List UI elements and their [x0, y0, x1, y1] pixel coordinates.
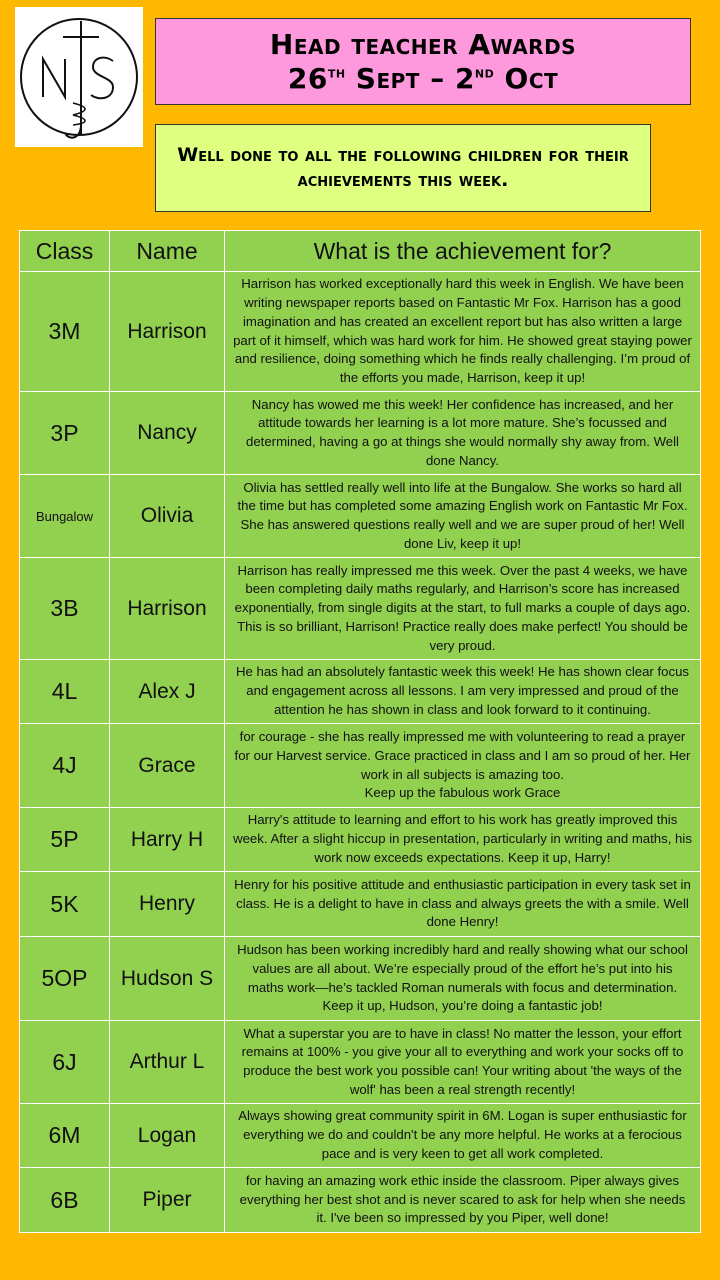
name-cell: Harry H	[110, 808, 225, 872]
name-cell: Henry	[110, 872, 225, 937]
class-cell: 6M	[20, 1104, 110, 1168]
achievement-cell: Harrison has really impressed me this week. Over the past 4 weeks, we have been completing daily maths regularly, and Harrison’s score has increased exponentially, from single digits at the start, to full marks a couple of days ago. This is so brilliant, Harrison! Practice really does make perfect! You should be very proud.	[225, 558, 701, 660]
name-cell: Piper	[110, 1168, 225, 1233]
name-cell: Nancy	[110, 392, 225, 475]
achievement-cell: Nancy has wowed me this week! Her confidence has increased, and her attitude towards her learning is a lot more mature. She’s focussed and determined, having a go at things she would normally shy away from. Well done Nancy.	[225, 392, 701, 475]
class-cell: 4L	[20, 660, 110, 724]
table-header-row	[20, 231, 701, 272]
achievement-cell	[225, 724, 701, 808]
name-cell: Logan	[110, 1104, 225, 1168]
class-cell: 4J	[20, 724, 110, 808]
table-row	[20, 808, 701, 872]
name-cell: Alex J	[110, 660, 225, 724]
congrats-message: Well done to all the following children for their achievements this week.	[155, 124, 651, 212]
name-cell: Olivia	[110, 475, 225, 558]
school-logo	[15, 7, 143, 147]
class-cell: Bungalow	[20, 475, 110, 558]
class-cell: 5P	[20, 808, 110, 872]
date-start-suffix: th	[327, 63, 346, 82]
table-row	[20, 558, 701, 660]
awards-table	[19, 230, 701, 1233]
table-row	[20, 724, 701, 808]
name-cell: Grace	[110, 724, 225, 808]
column-header-name: Name	[110, 231, 225, 272]
class-cell: 3M	[20, 272, 110, 392]
achievement-cell: Hudson has been working incredibly hard and really showing what our school values are all about. We’re especially proud of the effort he’s put into his maths work—he’s tackled Roman numerals with focus and determination. Keep it up, Hudson, you’re doing a fantastic job!	[225, 937, 701, 1021]
date-separator: –	[430, 61, 445, 95]
achievement-cell: Harry's attitude to learning and effort to his work has greatly improved this week. After a slight hiccup in presentation, particularly in writing and maths, his work now exceeds expectations. Keep it up, Harry!	[225, 808, 701, 872]
achievement-extra-text: Keep up the fabulous work Grace	[364, 785, 561, 801]
title-banner	[155, 18, 691, 105]
name-cell: Hudson S	[110, 937, 225, 1021]
achievement-cell: Henry for his positive attitude and enthusiastic participation in every task set in class. He is a delight to have in class and always greets the with a smile. Well done Henry!	[225, 872, 701, 937]
class-cell: 6B	[20, 1168, 110, 1233]
achievement-cell: for having an amazing work ethic inside the classroom. Piper always gives everything her best shot and is never scared to ask for help when she needs it. I've been so impressed by you Piper, well done!	[225, 1168, 701, 1233]
column-header-class: Class	[20, 231, 110, 272]
table-row	[20, 660, 701, 724]
achievement-cell: He has had an absolutely fantastic week this week! He has shown clear focus and engagement across all lessons. I am very impressed and proud of the attention he has shown in class and look forward to it continuing.	[225, 660, 701, 724]
date-range	[288, 62, 558, 96]
column-header-achievement: What is the achievement for?	[225, 231, 701, 272]
page-title: Head teacher Awards	[269, 27, 577, 61]
achievement-text: for courage - she has really impressed me with volunteering to read a prayer for our Harvest service. Grace practiced in class and I am so proud of her. Her work in all subjects is amazing too.	[234, 729, 691, 782]
class-cell: 3P	[20, 392, 110, 475]
class-cell: 3B	[20, 558, 110, 660]
table-row	[20, 1168, 701, 1233]
date-end-day: 2	[454, 61, 475, 95]
date-start-day: 26	[287, 61, 328, 95]
table-row	[20, 937, 701, 1021]
achievement-cell: Olivia has settled really well into life at the Bungalow. She works so hard all the time but has completed some amazing English work on Fantastic Mr Fox. She has answered questions really well and we are super proud of her! Well done Liv, keep it up!	[225, 475, 701, 558]
class-cell: 6J	[20, 1021, 110, 1104]
date-end-month: Oct	[504, 61, 559, 95]
table-row	[20, 272, 701, 392]
date-end-suffix: nd	[474, 63, 495, 82]
table-row	[20, 1104, 701, 1168]
achievement-cell: Always showing great community spirit in 6M. Logan is super enthusiastic for everything we do and couldn't be any more helpful. He works at a ferocious pace and is very keen to get all work completed.	[225, 1104, 701, 1168]
class-cell: 5OP	[20, 937, 110, 1021]
achievement-cell: What a superstar you are to have in class! No matter the lesson, your effort remains at 100% - you give your all to everything and work your socks off to produce the best work you possible can! Your writing about 'the ways of the wolf' has been a real strength recently!	[225, 1021, 701, 1104]
table-row	[20, 872, 701, 937]
school-crest-icon	[15, 7, 143, 147]
class-cell: 5K	[20, 872, 110, 937]
achievement-cell: Harrison has worked exceptionally hard this week in English. We have been writing newspaper reports based on Fantastic Mr Fox. Harrison has a good imagination and has created an excellent report but has also written a large part of it himself, which was hard work for him. He showed great staying power and resilience, doing something which he finds really challenging. I’m proud of the efforts you made, Harrison, keep it up!	[225, 272, 701, 392]
table-row	[20, 1021, 701, 1104]
table-row	[20, 392, 701, 475]
name-cell: Harrison	[110, 272, 225, 392]
name-cell: Harrison	[110, 558, 225, 660]
date-start-month: Sept	[355, 61, 420, 95]
table-row	[20, 475, 701, 558]
name-cell: Arthur L	[110, 1021, 225, 1104]
